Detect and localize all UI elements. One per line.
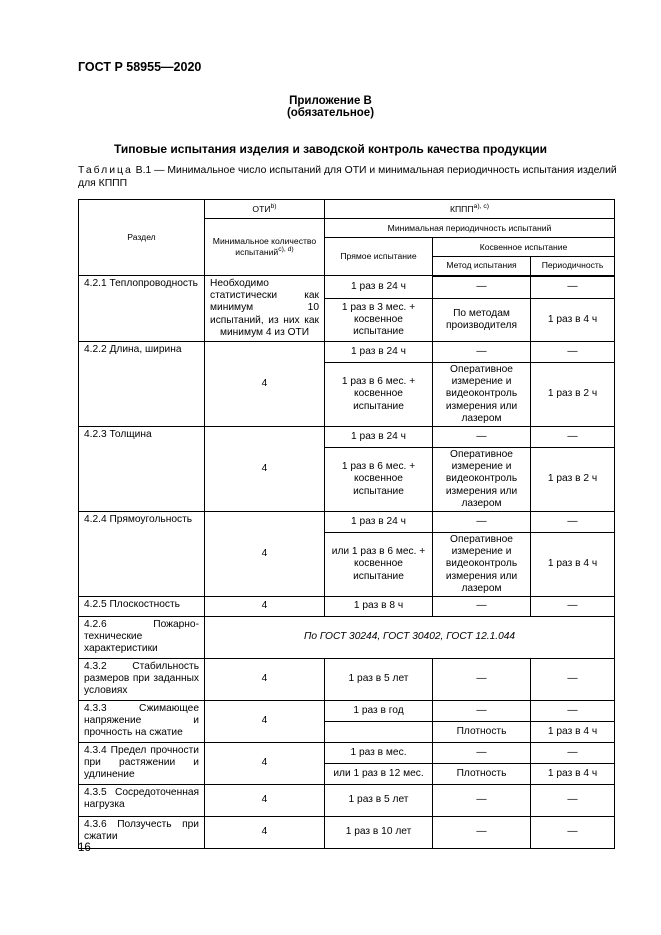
header-kppp-footnote: a), c) [473, 202, 490, 210]
method-cell: — [433, 784, 531, 816]
page-number: 16 [78, 842, 91, 854]
direct-test-cell: 1 раз в 24 ч [325, 427, 433, 448]
periodicity-cell: 1 раз в 4 ч [531, 298, 615, 341]
periodicity-cell: 1 раз в 2 ч [531, 448, 615, 512]
header-kppp-label: КППП [450, 203, 474, 214]
oti-cell: 4 [205, 816, 325, 848]
section-cell: 4.2.5 Плоскостность [79, 597, 205, 617]
periodicity-cell: — [531, 658, 615, 700]
oti-cell: 4 [205, 784, 325, 816]
direct-test-cell: 1 раз в 3 мес. + косвенное испытание [325, 298, 433, 341]
method-cell: — [433, 276, 531, 299]
section-cell: 4.3.3 Сжимающее напряжение и прочность на сжатие [79, 700, 205, 742]
section-cell: 4.3.4 Предел прочности при растяжении и удлинение [79, 742, 205, 784]
method-cell: — [433, 597, 531, 617]
direct-test-cell: 1 раз в 24 ч [325, 276, 433, 299]
header-min-period: Минимальная периодичность испытаний [325, 219, 615, 238]
merged-cell: По ГОСТ 30244, ГОСТ 30402, ГОСТ 12.1.044 [205, 617, 615, 659]
table-row [79, 617, 615, 659]
table-row [79, 784, 615, 816]
section-cell: 4.2.2 Длина, ширина [79, 342, 205, 427]
method-cell: Оперативное измерение и видеоконтроль измерения или лазером [433, 533, 531, 597]
appendix-note: (обязательное) [286, 107, 375, 119]
method-cell: Плотность [433, 721, 531, 742]
oti-cell: 4 [205, 742, 325, 784]
method-cell: По методам производителя [433, 298, 531, 341]
header-kppp [325, 200, 615, 219]
periodicity-cell: 1 раз в 4 ч [531, 763, 615, 784]
header-oti [205, 200, 325, 219]
direct-test-cell: или 1 раз в 12 мес. [325, 763, 433, 784]
header-oti-sub-footnote: c), d) [278, 246, 294, 254]
section-cell: 4.2.3 Толщина [79, 427, 205, 512]
table-row [79, 816, 615, 848]
header-periodicity: Периодичность [531, 257, 615, 276]
oti-cell: 4 [205, 512, 325, 597]
table-row [79, 342, 615, 363]
section-cell: 4.2.1 Теплопроводность [79, 276, 205, 342]
method-cell: Оперативное измерение и видеоконтроль измерения или лазером [433, 448, 531, 512]
oti-cell: 4 [205, 700, 325, 742]
method-cell: — [433, 700, 531, 721]
section-cell: 4.3.6 Ползучесть при сжатии [79, 816, 205, 848]
table-row [79, 742, 615, 763]
table-caption-label: Таблица [78, 165, 133, 176]
periodicity-cell: 1 раз в 2 ч [531, 363, 615, 427]
table-row [79, 597, 615, 617]
periodicity-cell: — [531, 597, 615, 617]
method-cell: Оперативное измерение и видеоконтроль измерения или лазером [433, 363, 531, 427]
periodicity-cell: — [531, 700, 615, 721]
direct-test-cell: 1 раз в 6 мес. + косвенное испытание [325, 448, 433, 512]
direct-test-cell: 1 раз в 5 лет [325, 658, 433, 700]
periodicity-cell: — [531, 784, 615, 816]
section-cell: 4.3.5 Сосредоточенная нагрузка [79, 784, 205, 816]
table-row [79, 512, 615, 533]
table-caption [78, 165, 623, 190]
table-row [79, 427, 615, 448]
method-cell: — [433, 658, 531, 700]
section-cell: 4.2.6 Пожарно-технические характеристики [79, 617, 205, 659]
header-method: Метод испытания [433, 257, 531, 276]
oti-cell: 4 [205, 597, 325, 617]
direct-test-cell: 1 раз в 24 ч [325, 512, 433, 533]
direct-test-cell: 1 раз в 8 ч [325, 597, 433, 617]
oti-cell: Необходимо статистически как минимум 10 испытаний, из них как минимум 4 из ОТИ [205, 276, 325, 342]
section-cell: 4.2.4 Прямоугольность [79, 512, 205, 597]
periodicity-cell: — [531, 276, 615, 299]
periodicity-cell: — [531, 427, 615, 448]
table-row [79, 700, 615, 721]
periodicity-cell: 1 раз в 4 ч [531, 533, 615, 597]
header-indirect: Косвенное испытание [433, 238, 615, 257]
method-cell: Плотность [433, 763, 531, 784]
periodicity-cell: — [531, 512, 615, 533]
table-row [79, 276, 615, 299]
direct-test-cell: 1 раз в 5 лет [325, 784, 433, 816]
direct-test-cell: или 1 раз в 6 мес. + косвенное испытание [325, 533, 433, 597]
periodicity-cell: — [531, 342, 615, 363]
direct-test-cell: 1 раз в 24 ч [325, 342, 433, 363]
requirements-table [78, 199, 615, 849]
direct-test-cell: 1 раз в 10 лет [325, 816, 433, 848]
section-cell: 4.3.2 Стабильность размеров при заданных условиях [79, 658, 205, 700]
table-caption-text: В.1 — Минимальное число испытаний для ОТИ и минимальная периодичность испытания изделий для КППП [78, 165, 617, 189]
method-cell: — [433, 512, 531, 533]
header-oti-footnote: b) [270, 202, 277, 210]
oti-cell: 4 [205, 658, 325, 700]
header-direct: Прямое испытание [325, 238, 433, 276]
header-row [79, 200, 615, 219]
direct-test-cell: 1 раз в год [325, 700, 433, 721]
method-cell: — [433, 427, 531, 448]
method-cell: — [433, 742, 531, 763]
method-cell: — [433, 816, 531, 848]
periodicity-cell: — [531, 742, 615, 763]
table-row [79, 658, 615, 700]
direct-test-cell [325, 721, 433, 742]
header-section: Раздел [79, 200, 205, 276]
oti-cell: 4 [205, 427, 325, 512]
periodicity-cell: 1 раз в 4 ч [531, 721, 615, 742]
gost-code: ГОСТ Р 58955—2020 [78, 60, 202, 74]
method-cell: — [433, 342, 531, 363]
direct-test-cell: 1 раз в 6 мес. + косвенное испытание [325, 363, 433, 427]
appendix-title: Приложение В [289, 95, 372, 107]
document-heading: Типовые испытания изделия и заводской контроль качества продукции [113, 142, 548, 156]
direct-test-cell: 1 раз в мес. [325, 742, 433, 763]
oti-cell: 4 [205, 342, 325, 427]
periodicity-cell: — [531, 816, 615, 848]
header-oti-label: ОТИ [252, 203, 271, 214]
header-oti-sub [205, 219, 325, 276]
header-oti-sub-label: Минимальное количество испытаний [212, 236, 317, 257]
